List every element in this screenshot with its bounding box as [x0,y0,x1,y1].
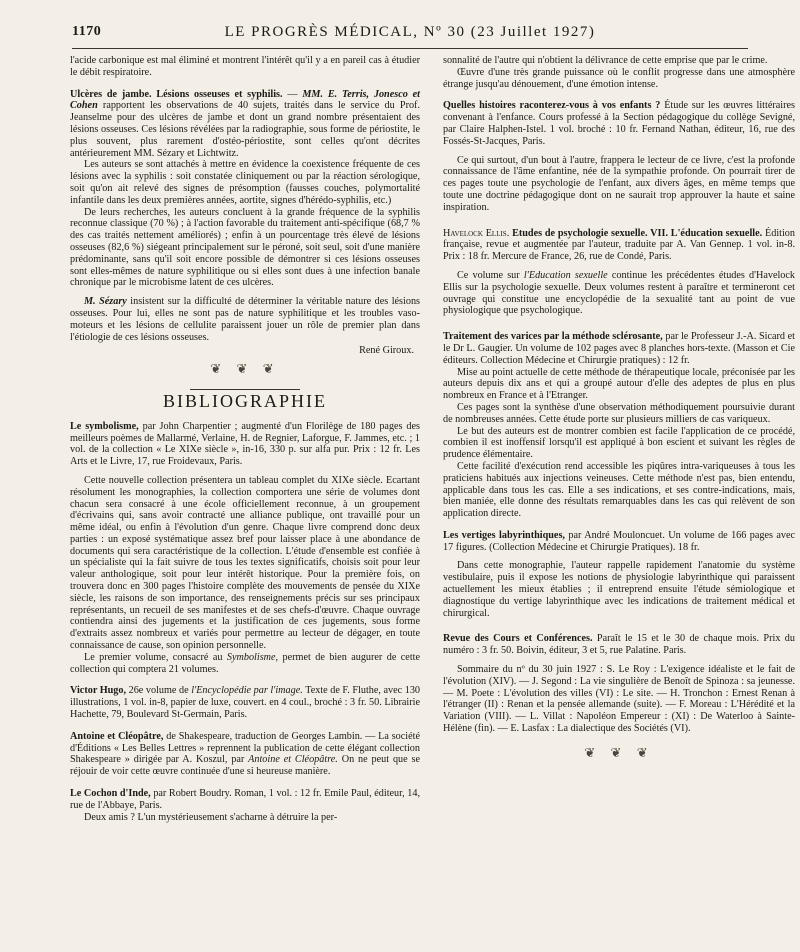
book-details: par le Professeur J.-A. Sicard et le Dr L. Gaugier. Un volume de 102 pages avec 8 planches hors-texte. (Masson et Cie éditeurs. Collection Médecine et Chirurgie pratiques) : 12 fr. [443,331,795,366]
book-review-antoine [70,731,420,778]
page-number: 1170 [72,24,102,39]
book-details: par André Mouloncuet. Un volume de 166 pages avec 17 figures. (Collection Médecine et Chirurgie Pratiques). 18 fr. [443,529,796,553]
right-column [443,55,795,763]
book-title: Le symbolisme, [70,420,139,432]
article-paragraph: rapportent les observations de 40 sujets, traités dans le service du Prof. Jeanselme pour des ulcères de jambe et dont un grand nombre présentaient des lésions osseuses. Ces lésions révélées par la radiographie, sous forme de périostite, le plus souvent, plus rarement d'ostéo-périostite, sont celles qu'ont décrites antérieurement MM. Sézary et Lichtwitz. [70,100,421,159]
book-title: Traitement des varices par la méthode sclérosante, [443,331,663,343]
author-signature: René Giroux. [359,345,414,357]
article-paragraph: insistent sur la difficulté de déterminer la véritable nature des lésions osseuses. Pour lui, elles ne sont pas de nature syphilitique et les troubles vaso-moteurs et les lésions de cellulite paraissent jouer un rôle de premier plan dans l'étiologie de ces lésions osseuses. [70,296,420,343]
review-paragraph: Ces pages sont la synthèse d'une observation méthodiquement poursuivie durant de nombreuses années. Cette étude porte sur plusieurs milliers de cas variqueux. [443,401,795,425]
book-details: Édition française, revue et augmentée par l'auteur, traduite par A. Van Gennep. 1 vol. in-8. Prix : 18 fr. Mercure de France, 26, rue de Condé, Paris. [443,227,795,263]
intro-continuation: l'acide carbonique est mal éliminé et montrent l'intérêt qu'il y a en pareil cas à étudier le débit respiratoire. [70,55,420,78]
article-authors: MM. E. Terris, Jonesco [302,88,408,100]
article-ulceres: Ulcères de jambe. Lésions osseuses et syphilis. — MM. E. Terris, Jonesco et Cohen rapportent les observations de 40 sujets, traités dans le service du Prof. Jeanselme pour des ulcères de jambe et dont un grand nombre présentaient des lésions osseuses. Ces lésions révélées par la radiographie, sous forme de périostite, le plus souvent, plus rarement d'ostéo-périostite, sont celles qu'ont décrites antérieurement MM. Sézary et Lichtwitz. Les auteurs se sont attachés à mettre en évidence la coexistence fréquente de ces lésions avec la syphilis : soit constatée cliniquement ou par la réaction sérologique, soit qu'on ait relevé des signes de présomption (fausses couches, polymortalité infantile dans les deux premières années, aortite, signes d'hérédo-syphilis, etc.) De leurs recherches, les auteurs concluent à la grande fréquence de la syphilis reconnue classique (70 %) ; à l'action favorable du traitement anti-spécifique (68,7 % des cas traités nettement améliorés) ; enfin à un pourcentage très élevé de lésions osseuses (82,6 %) siégeant principalement sur le péroné, soit seul, soit d'une manière prédominante, sans qu'il soit encore possible de démontrer si ces lésions osseuses sont elles-mêmes de nature syphilitique ou si elles sont dues à une infection banale chronique par le microbisme latent de ces ulcères. M. Sézary insistent sur la difficulté de déterminer la véritable nature des lésions osseuses. Pour lui, elles ne sont pas de nature syphilitique et les troubles vaso-moteurs et les lésions de cellulite paraissent jouer un rôle de premier plan dans l'étiologie de ces lésions osseuses. René Giroux. [70,88,421,357]
book-title: Victor Hugo, [70,685,127,697]
book-review-varices [443,331,795,520]
book-details: Texte de F. Fluthe, avec 130 illustrations, 1 vol. in-8, papier de luxe, couvert. en 4 coul., broché : 3 fr. 50. Librairie Hachette, 79, Boulevard St-Germain, Paris. [70,685,421,721]
book-review-revue [443,633,795,734]
book-review-havelock [443,228,795,318]
book-review-symbolisme [70,421,420,676]
book-details: par John Charpentier ; augmenté d'un Florilège de 180 pages des meilleurs poèmes de Mallarmé, Verlaine, H. de Regnier, Laforgue, F. Jammes, etc. ; 1 vol. de la collection « Le XIXe siècle », in-16, 330 p. sur alfa pur. Prix : 12 fr. Les Arts et le Livre, 17, rue Froidevaux, Paris. [70,420,421,468]
heading-rule [190,389,300,390]
book-title: Revue des Cours et Conférences. [443,633,593,645]
book-details: Étude sur les œuvres littéraires convenant à l'enfance. Cours professé à la Section pédagogique du collège Sevigné, par Claire Halphen-Istel. 1 vol. broché : 10 fr. Fernand Nathan, éditeur, 16, rue des Fossés-St-Jacques, Paris. [443,100,795,147]
book-details: On ne peut que se réjouir de voir cette œuvre continuée d'une si heureuse manière. [70,754,421,778]
section-heading [70,389,420,411]
review-paragraph: Œuvre d'une très grande puissance où le conflit progresse dans une atmosphère étrange jusqu'au dénouement, d'une émotion intense. [443,66,795,90]
review-paragraph: Ce qui surtout, d'un bout à l'autre, frappera le lecteur de ce livre, c'est la profonde connaissance de l'âme enfantine, née de la sympathie profonde. On pourrait tirer de ces pages toute une psychologie de l'enfant, aux divers âges, en même temps que toute une doctrine pédagogique dont on ne saurait trop approuver la haute et saine inspiration. [443,154,795,213]
article-paragraph: De leurs recherches, les auteurs concluent à la grande fréquence de la syphilis reconnue classique (70 %) ; à l'action favorable du traitement anti-spécifique (68,7 % des cas traités nettement améliorés) ; enfin à un pourcentage très élevé de lésions osseuses (82,6 %) siégeant principalement sur le péroné, soit seul, soit d'une manière prédominante, sans qu'il soit encore possible de démontrer si ces lésions osseuses sont elles-mêmes de nature syphilitique ou si elles sont dues à une infection banale chronique par le microbisme latent de ces ulcères. [70,206,420,289]
book-details: Paraît le 15 et le 30 de chaque mois. Prix du numéro : 3 fr. 50. Boivin, éditeur, 3 et 5, rue Palatine. Paris. [443,633,795,657]
review-paragraph: Sommaire du nº du 30 juin 1927 : S. Le Roy : L'exigence idéaliste et le fait de l'évolution (XIV). — J. Segond : La vie singulière de Benoît de Spinoza : sa jeunesse. — M. Poete : L'évolution des villes (VI) : Le site. — H. Tronchon : Ernest Renan à l'étranger (II) : Renan et la pensée allemande (suite). — F. Moreau : L'Hérédité et la Variation (VIII). — L. Villat : Napoléon Empereur : (XI) : De Waterloo à Sainte-Hélène (fin). — E. Lasfax : La dialectique des Sociétés (VI). [443,664,795,735]
review-paragraph: Dans cette monographie, l'auteur rappelle rapidement l'anatomie du système vestibulaire, puis il expose les notions de physiologie labyrinthique qui paraissent actuellement les mieux établies ; il entreprend ensuite l'étude sémiologique et diagnostique du vertige labyrinthique avec les indications de traitement médical et chirurgical. [443,560,795,619]
book-title: Les vertiges labyrinthiques, [443,529,565,541]
journal-title: LE PROGRÈS MÉDICAL, Nº 30 (23 Juillet 1927) [224,24,596,40]
left-column [70,55,420,823]
review-text: permet de bien augurer de cette collection qui comptera 21 volumes. [70,651,421,675]
article-title: Ulcères de jambe. Lésions osseuses et syphilis. [70,88,283,100]
book-title: Quelles histoires raconterez-vous à vos enfants ? [443,100,661,112]
review-paragraph: Cette nouvelle collection présentera un tableau complet du XIXe siècle. Ecartant résolument les monographies, la collection comportera une série de volumes dont chacun sera consacré à une école officiellement reconnue, à un groupement d'écrivains qui, sans avoir contracté une alliance publique, ont travaillé pour un même idéal, ou enfin à l'évolution d'un genre. Chaque livre comprend donc deux parties : un exposé systématique assez bref pour laisser place à une abondance de documents qui sera caractéristique de la collection. L'étude d'ensemble est confiée à un spécialiste qui la fait suivre de tous les textes significatifs, choisis soit pour leur valeur anthologique, soit pour leur intérêt historique. Pour la première fois, on trouvera donc en 300 pages l'histoire complète des mouvements de pensée du XIXe siècle, les raisons de son importance, des renseignements précis sur ses principaux représentants, un recueil de ses manifestes et de ses chefs-d'œuvre. Chaque ouvrage contiendra ainsi des jugements et la justification de ces jugements, sous forme d'extraits assez nombreux et variés pour permettre au lecteur de dégager, en toute connaissance de cause, son opinion personnelle. [70,474,420,652]
review-text: Le premier volume, consacré au [84,651,223,663]
book-review-histoires [443,100,795,213]
review-paragraph: Cette facilité d'exécution rend accessible les piqûres intra-variqueuses à tous les praticiens habitués aux injections veineuses. Cette méthode n'est pas, bien entendu, applicable dans tous les cas. Elle a ses indications, et ses contre-indications, mais, bien maniée, elle donne des résultats remarquables dans les cas qui relèvent de son application directe. [443,460,795,520]
book-title: Le Cochon d'Inde, [70,788,151,800]
book-details: 26e volume de [128,685,189,697]
ornament: ❦ ❦ ❦ [584,744,654,760]
article-paragraph: Les auteurs se sont attachés à mettre en évidence la coexistence fréquente de ces lésions avec la syphilis : soit constatée cliniquement ou par la réaction sérologique, soit qu'on ait relevé des signes de présomption (fausses couches, polymortalité infantile dans les deux premières années, aortite, signes d'hérédo-syphilis, etc.) [70,159,420,206]
review-paragraph: sonnalité de l'autre qui n'obtient la délivrance de cette emprise que par le crime. [443,55,768,66]
book-review-vertiges [443,530,795,620]
book-review-cochon [70,788,420,823]
book-details: par Robert Boudry. Roman, 1 vol. : 12 fr. Emile Paul, éditeur, 14, rue de l'Abbaye, Paris. [70,788,420,811]
ornament: ❦ ❦ ❦ [210,361,280,377]
review-text: Ce volume sur [457,269,520,281]
review-paragraph: Deux amis ? L'un mystérieusement s'acharne à détruire la per- [84,811,338,823]
discussant-name: M. Sézary [84,296,127,308]
page-header [72,24,748,49]
bibliographie-title: BIBLIOGRAPHIE [163,390,327,411]
book-details-italic: Antoine et Cléopâtre. [248,754,338,766]
review-text: continue les précédentes études d'Havelock Ellis sur la psychologie sexuelle. Deux volumes restent à paraître et termineront cet ouvrage qui constitue une encyclopédie de la sexualité tant au point de vue physiologique que psychologique. [443,269,796,317]
book-details: de Shakespeare, traduction de Georges Lambin. — La société d'Éditions « Les Belles Lettres » reprennent la publication de cette élégant collection Shakespeare » dirigée par A. Koszul, par [70,730,420,766]
book-title: Etudes de psychologie sexuelle. VII. L'éducation sexuelle. [512,227,763,239]
article-authors-tail: et Cohen [70,88,420,112]
review-paragraph: Mise au point actuelle de cette méthode de thérapeutique locale, préconisée par les auteurs depuis dix ans et qui a groupé autour d'elle des adeptes de plus en plus nombreux en France et à l'Etranger. [443,366,795,402]
book-author: Havelock Ellis. [443,227,510,239]
book-details-italic: l'Encyclopédie par l'image. [191,685,303,697]
review-text-italic: l'Education sexuelle [523,269,608,281]
book-title: Antoine et Cléopâtre, [70,730,164,742]
review-paragraph: Le but des auteurs est de montrer combien est facile l'application de ce procédé, combien il est inoffensif lorsqu'il est appliqué à bon escient et suivant les règles de prudence élémentaire. [443,425,795,461]
review-text-italic: Symbolisme, [226,651,279,663]
book-review-victor-hugo [70,685,420,720]
